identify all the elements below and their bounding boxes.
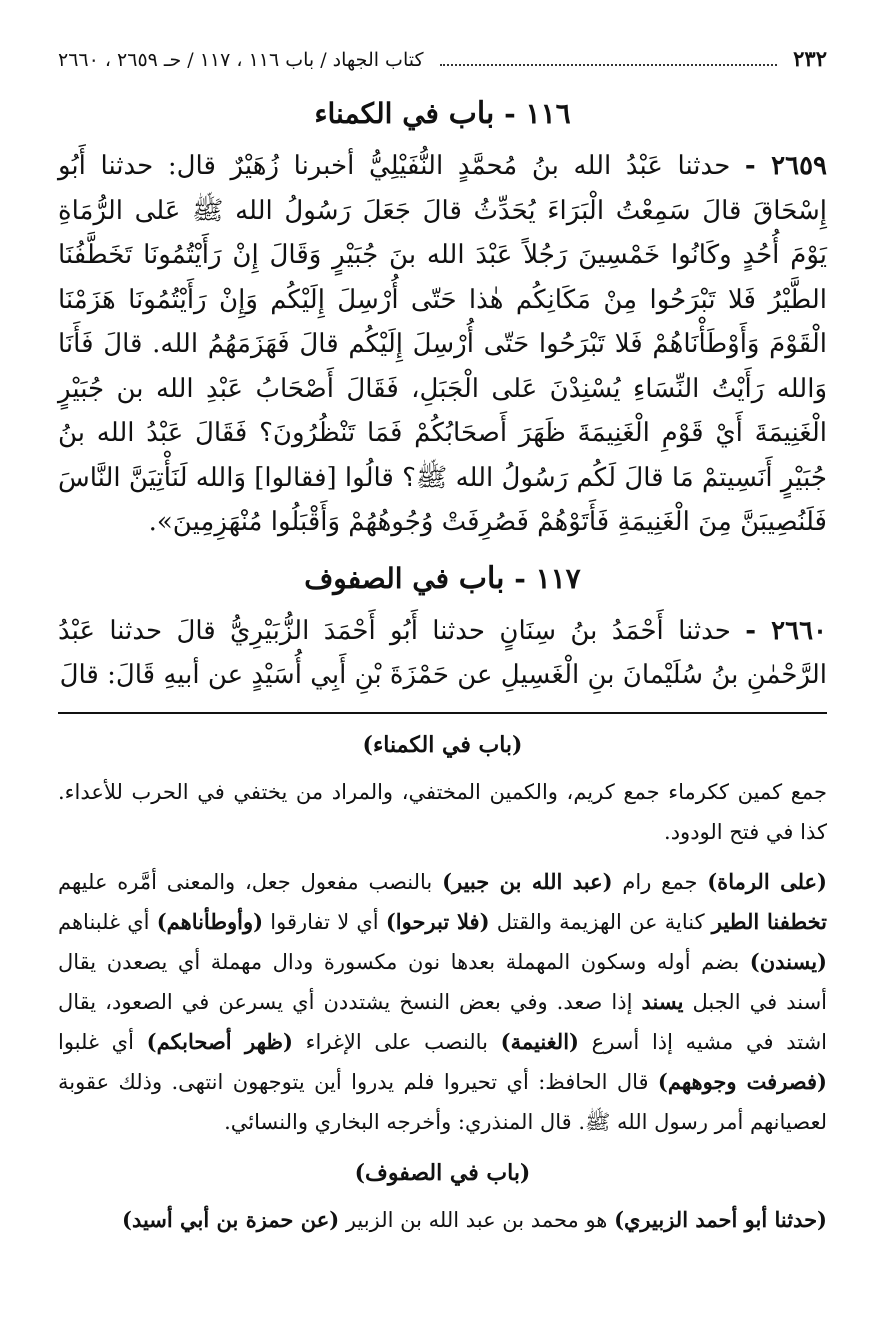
hadith-2659-text: حدثنا عَبْدُ الله بنُ مُحمَّدٍ النُّفَيْلِيُّ أخبرنا زُهَيْرٌ قال: حدثنا أَبُو إِسْحَاقَ قالَ سَمِعْتُ الْبَرَاءَ يُحَدِّثُ قالَ جَعَلَ رَسُولُ الله ﷺ عَلى الرُّمَاةِ يَوْمَ أُحُدٍ وكَانُوا خَمْسِينَ رَجُلاً عَبْدَ الله بنَ جُبَيْرٍ وَقَالَ إِنْ رَأَيْتُمُونَا تَخَطَّفُنَا الطَّيْرُ فَلا تَبْرَحُوا مِنْ مَكَانِكُم هٰذا حَتّى أُرْسِلَ إِلَيْكُم وَإِنْ رَأَيْتُمُونَا هَزَمْنَا الْقَوْمَ وَأَوْطَأْنَاهُمْ فَلا تَبْرَحُوا حَتّى أُرْسِلَ إِلَيْكُم قالَ فَهَزَمَهُمُ الله. قالَ فَأَنَا وَالله رَأَيْتُ النِّسَاءِ يُسْنِدْنَ عَلى الْجَبَلِ، فَقَالَ أَصْحَابُ عَبْدِ الله بن جُبَيْرٍ الْغَنِيمَةَ أَيْ قَوْمِ الْغَنِيمَةَ ظَهَرَ أَصحَابُكُمْ فَمَا تَنْظُرُونَ؟ فَقَالَ عَبْدُ الله بنُ جُبَيْرٍ أَنَسِيتمْ مَا قالَ لَكُم رَسُولُ الله ﷺ؟ قالُوا [فقالوا] وَالله لَنَأْتِيَنَّ النَّاسَ فَلَنُصِيبَنَّ مِنَ الْغَنِيمَةِ فَأَتَوْهُمْ فَصُرِفَتْ وُجُوهُهُمْ وَأَقْبَلُوا مُنْهَزِمِينَ». (58, 151, 827, 537)
chapter-116-title: في الكمناء (314, 97, 439, 130)
gloss: بضم أوله وسكون المهملة بعدها نون مكسورة ودال مهملة أي يصعدن يقال أسند في الجبل (58, 949, 827, 1014)
term: (ظهر أصحابكم) (146, 1028, 293, 1054)
term: (على الرماة) (707, 868, 827, 894)
term: تخطفنا الطير (711, 908, 827, 934)
gloss: أي غلبوا (58, 1029, 147, 1054)
term: (فلا تبرحوا) (385, 908, 490, 934)
gloss: أي لا تفارقوا (263, 909, 386, 934)
term: (يسندن) (749, 948, 827, 974)
chapter-117-bab: باب (458, 560, 505, 596)
chapter-117-number: ١١٧ - (514, 561, 581, 595)
gloss: جمع رام (612, 869, 708, 894)
gloss: هو محمد بن عبد الله بن الزبير (339, 1207, 615, 1232)
chapter-116-heading (58, 94, 827, 134)
chapter-117-heading (58, 559, 827, 599)
term: (الغنيمة) (500, 1028, 579, 1054)
gloss: كناية عن الهزيمة والقتل (489, 909, 712, 934)
running-header (58, 46, 827, 80)
commentary-heading-kamin: (باب في الكمناء) (362, 731, 523, 758)
running-title: كتاب الجهاد / باب ١١٦ ، ١١٧ / حـ ٢٦٥٩ ، ٢٦٦٠ (58, 49, 424, 71)
gloss: بالنصب مفعول جعل، والمعنى أمَّره عليهم (58, 869, 443, 894)
commentary-para-1: جمع كمين ككرماء جمع كريم، والكمين المختفي، والمراد من يختفي في الحرب للأعداء. كذا في فتح الودود. (58, 779, 827, 844)
hadith-2660-text: حدثنا أَحْمَدُ بنُ سِنَانٍ حدثنا أَبُو أَحْمَدَ الزُّبَيْرِيُّ قالَ حدثنا عَبْدُ الرَّحْمٰنِ بنُ سُلَيْمانَ بنِ الْغَسِيلِ عن حَمْزَةَ بْنِ أَبِي أُسَيْدٍ عن أبيهِ قَالَ: قالَ (58, 615, 827, 690)
hadith-2660-number: ٢٦٦٠ - (745, 615, 828, 646)
term: (عن حمزة بن أبي أسيد) (122, 1206, 340, 1232)
term: (فصرفت وجوههم) (657, 1068, 827, 1094)
footnote-divider (58, 712, 827, 714)
gloss: إذا صعد. وفي بعض النسخ يشتددن أي يسرعن في الصعود، يقال اشتد في مشيه إذا أسرع (58, 989, 828, 1054)
commentary-heading-sufuf: (باب في الصفوف) (354, 1159, 531, 1186)
gloss: أي غلبناهم (58, 909, 157, 934)
hadith-2659 (58, 144, 827, 545)
chapter-117-title: في الصفوف (304, 561, 449, 595)
chapter-116-number: ١١٦ - (504, 97, 571, 130)
term: (حدثنا أبو أحمد الزبيري) (614, 1206, 827, 1232)
term: (عبد الله بن جبير) (442, 868, 613, 894)
gloss: بالنصب على الإغراء (292, 1029, 501, 1054)
gloss: قال الحافظ: أي تحيروا فلم يدروا أين يتوجهون انتهى. وذلك عقوبة لعصيانهم أمر رسول الله ﷺ. قال المنذري: وأخرجه البخاري والنسائي. (58, 1069, 827, 1134)
chapter-116-bab: باب (448, 96, 495, 131)
commentary-para-3 (58, 1200, 827, 1240)
page-number: ٢٣٢ (793, 46, 827, 71)
hadith-2659-number: ٢٦٥٩ - (744, 151, 828, 181)
commentary-para-2 (58, 862, 827, 1142)
dotted-leader (440, 63, 778, 66)
term: يسند (641, 988, 684, 1014)
term: (وأوطأناهم) (156, 908, 264, 934)
hadith-2660 (58, 609, 827, 698)
